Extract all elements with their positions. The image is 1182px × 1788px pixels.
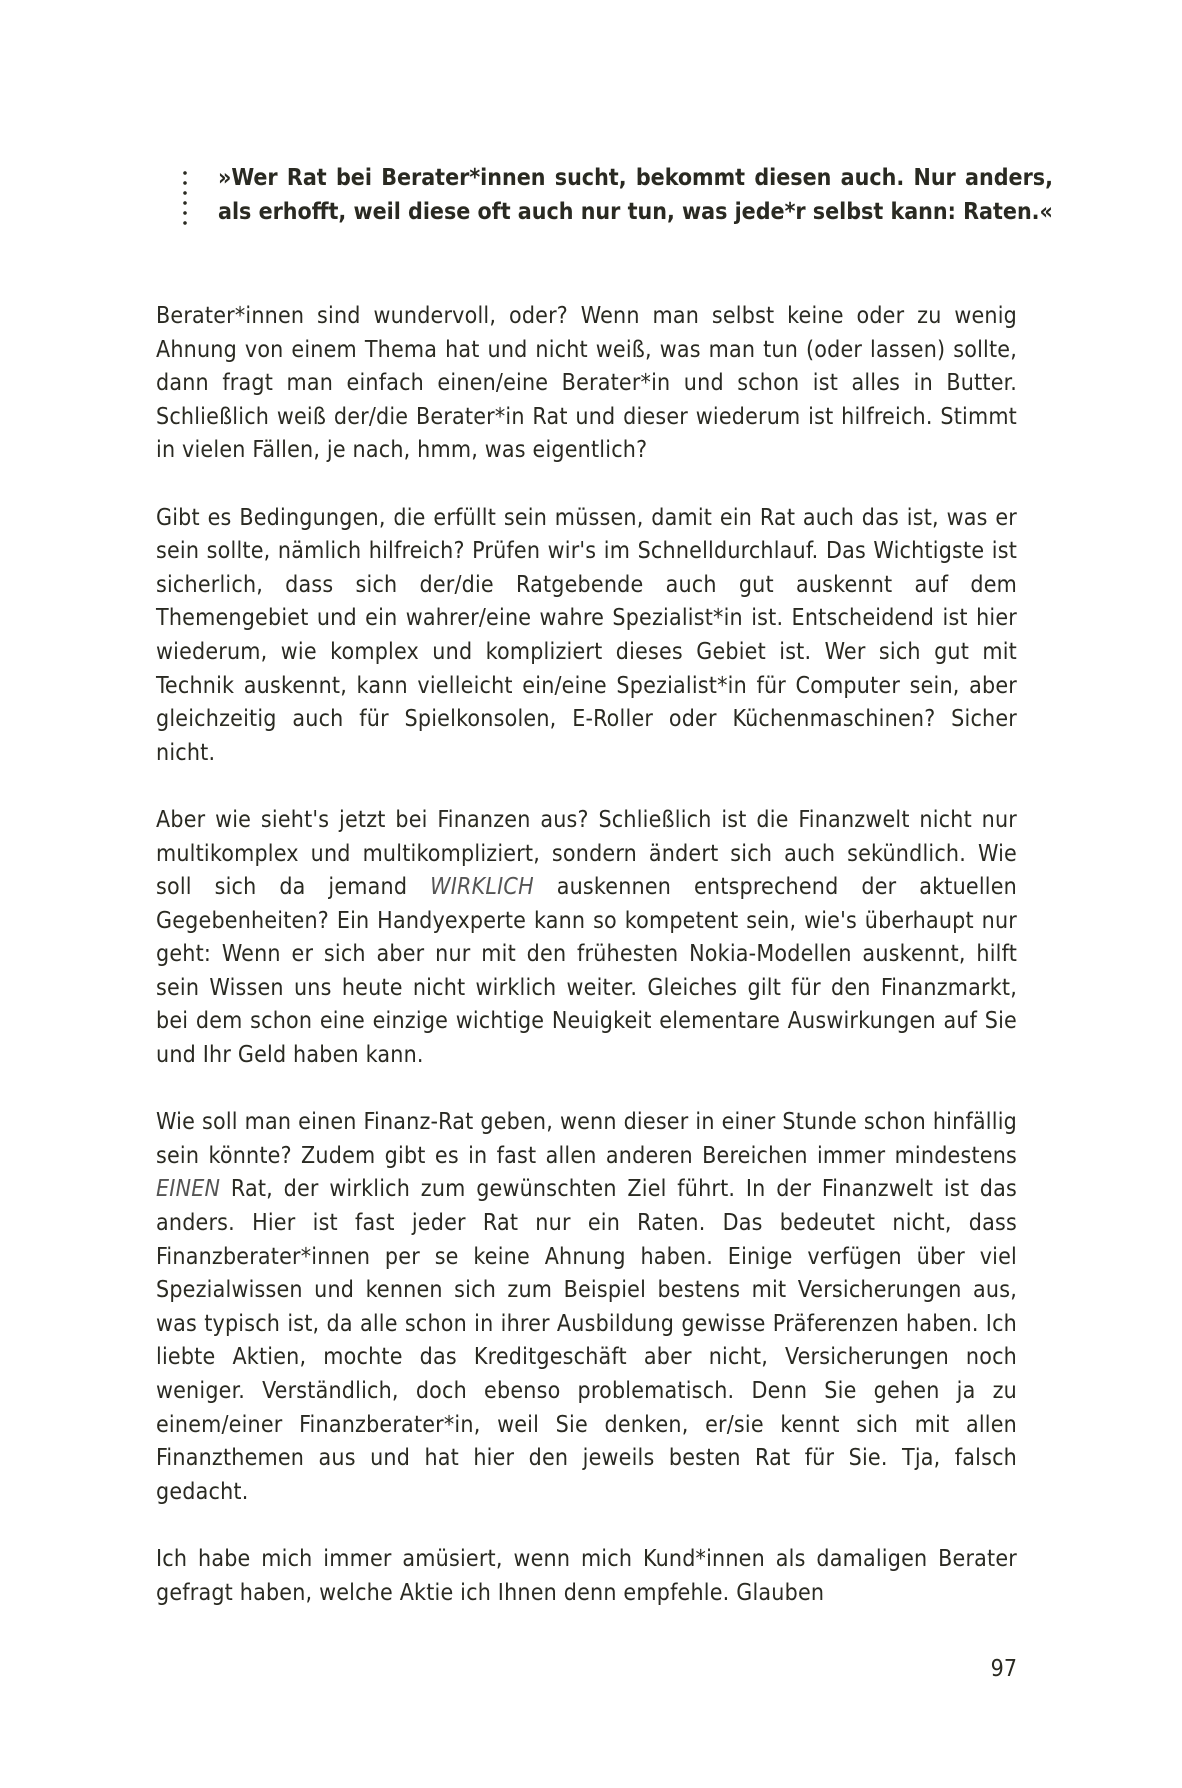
paragraph xyxy=(156,300,1017,468)
body-text xyxy=(156,300,1017,1644)
paragraph xyxy=(156,804,1017,1073)
paragraph-text: Gibt es Bedingungen, die erfüllt sein müssen, damit ein Rat auch das ist, was er sein sollte, nämlich hilfreich? Prüfen wir's im Schnelldurchlauf. Das Wichtigste ist sicherlich, dass sich der/die Ratgebende auch gut auskennt auf dem Themengebiet und ein wahrer/eine wahre Spezialist*in ist. Entscheidend ist hier wiederum, wie komplex und kompliziert dieses Gebiet ist. Wer sich gut mit Technik auskennt, kann vielleicht ein/eine Spezialist*in für Computer sein, aber gleichzeitig auch für Spielkonsolen, E-Roller oder Küchenmaschinen? Sicher nicht. xyxy=(156,504,1017,766)
dotted-rule xyxy=(182,168,188,229)
paragraph-text: auskennen entsprechend der aktuellen Gegebenheiten? Ein Handyexperte kann so kompetent sein, wie's überhaupt nur geht: Wenn er sich aber nur mit den frühesten Nokia-Modellen auskennt, hilft sein Wissen uns heute nicht wirklich weiter. Gleiches gilt für den Finanzmarkt, bei dem schon eine einzige wichtige Neuigkeit elementare Auswirkungen auf Sie und Ihr Geld haben kann. xyxy=(156,874,1017,1069)
paragraph-text: Wie soll man einen Finanz-Rat geben, wenn dieser in einer Stunde schon hinfällig sein könnte? Zudem gibt es in fast allen anderen Bereichen immer mindestens xyxy=(156,1109,1017,1169)
paragraph-text: Berater*innen sind wundervoll, oder? Wenn man selbst keine oder zu wenig Ahnung von einem Thema hat und nicht weiß, was man tun (oder lassen) sollte, dann fragt man einfach einen/eine Berater*in und schon ist alles in Butter. Schließlich weiß der/die Berater*in Rat und dieser wiederum ist hilfreich. Stimmt in vielen Fällen, je nach, hmm, was eigentlich? xyxy=(156,303,1017,464)
paragraph xyxy=(156,1106,1017,1509)
paragraph xyxy=(156,1543,1017,1610)
emphasis-text: WIRKLICH xyxy=(430,874,534,901)
emphasis-text: EINEN xyxy=(156,1176,221,1203)
page-number: 97 xyxy=(990,1656,1017,1682)
paragraph-text: Ich habe mich immer amüsiert, wenn mich Kund*innen als damaligen Berater gefragt haben, welche Aktie ich Ihnen denn empfehle. Glauben xyxy=(156,1545,1017,1606)
pull-quote-text: »Wer Rat bei Berater*innen sucht, bekommt diesen auch. Nur anders, als erhofft, weil diese oft auch nur tun, was jede*r selbst kann: Raten.« xyxy=(218,165,1053,225)
paragraph xyxy=(156,502,1017,771)
paragraph-text: Aber wie sieht's jetzt bei Finanzen aus? Schließlich ist die Finanzwelt nicht nur multikomplex und multikompliziert, sondern ändert sich auch sekündlich. Wie soll sich da jemand xyxy=(156,806,1017,901)
pull-quote xyxy=(182,162,1053,229)
paragraph-text: Rat, der wirklich zum gewünschten Ziel führt. In der Finanzwelt ist das anders. Hier ist fast jeder Rat nur ein Raten. Das bedeutet nicht, dass Finanzberater*innen per se keine Ahnung haben. Einige verfügen über viel Spezialwissen und kennen sich zum Beispiel bestens mit Versicherungen aus, was typisch ist, da alle schon in ihrer Ausbildung gewisse Präferenzen haben. Ich liebte Aktien, mochte das Kreditgeschäft aber nicht, Versicherungen noch weniger. Verständlich, doch ebenso problematisch. Denn Sie gehen ja zu einem/einer Finanzberater*in, weil Sie denken, er/sie kennt sich mit allen Finanzthemen aus und hat hier den jeweils besten Rat für Sie. Tja, falsch gedacht. xyxy=(156,1176,1017,1505)
